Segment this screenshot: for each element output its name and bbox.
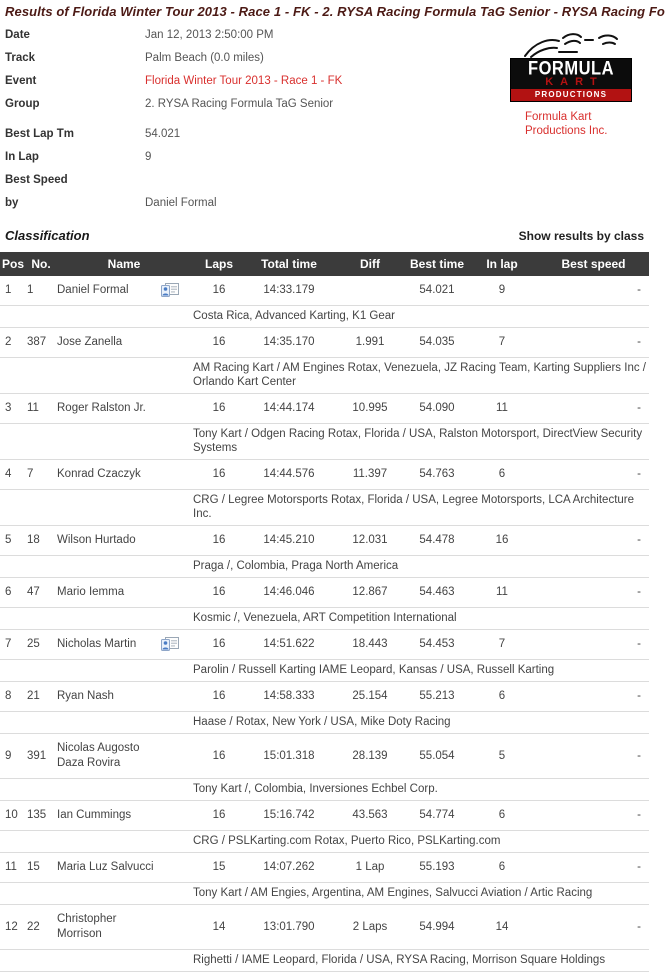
team-row [0, 306, 649, 328]
kart-number-cell: 135 [26, 801, 56, 831]
icon-cell [160, 682, 192, 712]
table-header-row [0, 252, 649, 276]
best-time-cell: 54.478 [408, 526, 466, 556]
table-row [0, 328, 649, 358]
best-time-cell: 55.213 [408, 682, 466, 712]
team-row-spacer [0, 831, 192, 853]
best-speed-cell: - [538, 801, 649, 831]
total-time-cell: 14:58.333 [246, 682, 332, 712]
table-row [0, 853, 649, 883]
table-row [0, 801, 649, 831]
table-row [0, 460, 649, 490]
best-time-cell: 54.763 [408, 460, 466, 490]
best-speed-cell: - [538, 734, 649, 779]
best-time-cell: 54.994 [408, 905, 466, 950]
driver-name: Mario Iemma [56, 578, 160, 608]
diff-cell: 11.397 [332, 460, 408, 490]
total-time-cell: 14:33.179 [246, 276, 332, 306]
best-time-cell: 54.090 [408, 394, 466, 424]
laps-cell: 15 [192, 853, 246, 883]
icon-cell [160, 630, 192, 660]
icon-cell [160, 801, 192, 831]
position-cell: 7 [0, 630, 26, 660]
header-pos: Pos [0, 252, 26, 276]
best-speed-cell: - [538, 460, 649, 490]
icon-cell [160, 734, 192, 779]
diff-cell: 12.031 [332, 526, 408, 556]
in-lap-cell: 6 [466, 801, 538, 831]
driver-name: Konrad Czaczyk [56, 460, 160, 490]
best-speed-cell: - [538, 526, 649, 556]
driver-profile-icon[interactable] [161, 637, 179, 651]
in-lap-cell: 9 [466, 276, 538, 306]
team-info: Costa Rica, Advanced Karting, K1 Gear [192, 306, 649, 328]
driver-name: Jose Zanella [56, 328, 160, 358]
diff-cell [332, 276, 408, 306]
position-cell: 9 [0, 734, 26, 779]
total-time-cell: 14:07.262 [246, 853, 332, 883]
best-time-cell: 54.463 [408, 578, 466, 608]
team-row-spacer [0, 883, 192, 905]
icon-cell [160, 578, 192, 608]
icon-cell [160, 853, 192, 883]
diff-cell: 1.991 [332, 328, 408, 358]
team-info: CRG / PSLKarting.com Rotax, Puerto Rico, PSLKarting.com [192, 831, 649, 853]
date-label: Date [5, 29, 30, 41]
header-laps: Laps [192, 252, 246, 276]
kart-number-cell: 15 [26, 853, 56, 883]
group-label: Group [5, 98, 40, 110]
team-row [0, 712, 649, 734]
team-info: Haase / Rotax, New York / USA, Mike Doty Racing [192, 712, 649, 734]
team-row [0, 883, 649, 905]
diff-cell: 10.995 [332, 394, 408, 424]
logo-productions-text: PRODUCTIONS [511, 89, 631, 101]
team-row [0, 556, 649, 578]
formula-kart-logo[interactable] [507, 32, 635, 138]
team-info: Tony Kart / Odgen Racing Rotax, Florida / USA, Ralston Motorsport, DirectView Security Systems [192, 424, 649, 460]
header-best-time: Best time [408, 252, 466, 276]
best-time-cell: 54.774 [408, 801, 466, 831]
best-speed-cell: - [538, 682, 649, 712]
total-time-cell: 14:35.170 [246, 328, 332, 358]
team-row-spacer [0, 358, 192, 394]
position-cell: 12 [0, 905, 26, 950]
in-lap-cell: 6 [466, 460, 538, 490]
team-row [0, 831, 649, 853]
team-info: Righetti / IAME Leopard, Florida / USA, RYSA Racing, Morrison Square Holdings [192, 950, 649, 972]
table-row [0, 734, 649, 779]
driver-name: Nicholas Martin [56, 630, 160, 660]
position-cell: 1 [0, 276, 26, 306]
event-info [5, 28, 365, 112]
formula-kart-logo-box [510, 58, 632, 102]
diff-cell: 28.139 [332, 734, 408, 779]
classification-bar [5, 228, 644, 243]
total-time-cell: 15:16.742 [246, 801, 332, 831]
best-speed-cell: - [538, 394, 649, 424]
laps-cell: 14 [192, 905, 246, 950]
driver-profile-icon[interactable] [161, 283, 179, 297]
header-no: No. [26, 252, 56, 276]
table-row [0, 578, 649, 608]
team-row [0, 424, 649, 460]
best-time-cell: 55.054 [408, 734, 466, 779]
classification-heading: Classification [5, 228, 90, 243]
page-title: Results of Florida Winter Tour 2013 - Race 1 - FK - 2. RYSA Racing Formula TaG Senior - RYSA Racing Fo [5, 4, 665, 19]
total-time-cell: 14:45.210 [246, 526, 332, 556]
event-label: Event [5, 75, 37, 87]
header-diff: Diff [332, 252, 408, 276]
total-time-cell: 15:01.318 [246, 734, 332, 779]
icon-cell [160, 328, 192, 358]
diff-cell: 1 Lap [332, 853, 408, 883]
table-row [0, 630, 649, 660]
laps-cell: 16 [192, 394, 246, 424]
team-info: Tony Kart /, Colombia, Inversiones Echbel Corp. [192, 779, 649, 801]
team-row [0, 490, 649, 526]
team-row [0, 660, 649, 682]
position-cell: 6 [0, 578, 26, 608]
track-value: Palm Beach (0.0 miles) [145, 52, 264, 64]
in-lap-label: In Lap [5, 151, 39, 163]
team-row-spacer [0, 950, 192, 972]
team-row-spacer [0, 712, 192, 734]
table-row [0, 276, 649, 306]
diff-cell: 18.443 [332, 630, 408, 660]
date-value: Jan 12, 2013 2:50:00 PM [145, 29, 274, 41]
header-name: Name [56, 252, 192, 276]
results-table-body [0, 276, 649, 972]
in-lap-cell: 14 [466, 905, 538, 950]
in-lap-cell: 6 [466, 853, 538, 883]
best-speed-cell: - [538, 276, 649, 306]
team-row-spacer [0, 306, 192, 328]
best-time-cell: 55.193 [408, 853, 466, 883]
team-info: Kosmic /, Venezuela, ART Competition International [192, 608, 649, 630]
position-cell: 8 [0, 682, 26, 712]
in-lap-cell: 11 [466, 394, 538, 424]
show-results-by-class-link[interactable]: Show results by class [518, 229, 644, 243]
team-info: AM Racing Kart / AM Engines Rotax, Venezuela, JZ Racing Team, Karting Suppliers Inc / Orlando Kart Center [192, 358, 649, 394]
laps-cell: 16 [192, 276, 246, 306]
by-label: by [5, 197, 19, 209]
laps-cell: 16 [192, 328, 246, 358]
position-cell: 3 [0, 394, 26, 424]
total-time-cell: 14:44.576 [246, 460, 332, 490]
in-lap-cell: 7 [466, 630, 538, 660]
header-total-time: Total time [246, 252, 332, 276]
team-row-spacer [0, 490, 192, 526]
driver-name: Christopher Morrison [56, 905, 160, 950]
formula-kart-link[interactable]: Formula Kart Productions Inc. [525, 111, 608, 137]
in-lap-cell: 6 [466, 682, 538, 712]
best-speed-cell: - [538, 328, 649, 358]
driver-name: Wilson Hurtado [56, 526, 160, 556]
header-best-speed: Best speed [538, 252, 649, 276]
driver-name: Ian Cummings [56, 801, 160, 831]
team-row [0, 779, 649, 801]
best-time-cell: 54.035 [408, 328, 466, 358]
driver-name: Daniel Formal [56, 276, 160, 306]
table-row [0, 394, 649, 424]
results-page [0, 4, 665, 967]
team-info: Tony Kart / AM Engies, Argentina, AM Engines, Salvucci Aviation / Artic Racing [192, 883, 649, 905]
track-label: Track [5, 52, 36, 64]
icon-cell [160, 276, 192, 306]
best-speed-cell: - [538, 630, 649, 660]
best-speed-value [145, 173, 365, 188]
position-cell: 4 [0, 460, 26, 490]
kart-number-cell: 11 [26, 394, 56, 424]
laps-cell: 16 [192, 526, 246, 556]
kart-number-cell: 25 [26, 630, 56, 660]
icon-cell [160, 394, 192, 424]
icon-cell [160, 905, 192, 950]
diff-cell: 12.867 [332, 578, 408, 608]
logo-formula-text: FORMULA [528, 58, 614, 80]
team-row-spacer [0, 608, 192, 630]
team-row-spacer [0, 779, 192, 801]
position-cell: 10 [0, 801, 26, 831]
in-lap-cell: 11 [466, 578, 538, 608]
table-row [0, 526, 649, 556]
total-time-cell: 13:01.790 [246, 905, 332, 950]
laps-cell: 16 [192, 801, 246, 831]
best-speed-cell: - [538, 578, 649, 608]
diff-cell: 43.563 [332, 801, 408, 831]
laps-cell: 16 [192, 460, 246, 490]
best-lap-tm-label: Best Lap Tm [5, 128, 75, 140]
kart-number-cell: 1 [26, 276, 56, 306]
group-value: 2. RYSA Racing Formula TaG Senior [145, 98, 334, 110]
in-lap-cell: 7 [466, 328, 538, 358]
kart-number-cell: 22 [26, 905, 56, 950]
header-in-lap: In lap [466, 252, 538, 276]
by-value: Daniel Formal [145, 197, 217, 209]
team-row-spacer [0, 424, 192, 460]
laps-cell: 16 [192, 682, 246, 712]
team-info: CRG / Legree Motorsports Rotax, Florida / USA, Legree Motorsports, LCA Architecture Inc. [192, 490, 649, 526]
best-lap-info [5, 127, 365, 211]
in-lap-value: 9 [145, 151, 152, 163]
table-row [0, 682, 649, 712]
team-row [0, 608, 649, 630]
best-speed-cell: - [538, 853, 649, 883]
kart-number-cell: 21 [26, 682, 56, 712]
position-cell: 11 [0, 853, 26, 883]
total-time-cell: 14:51.622 [246, 630, 332, 660]
laps-cell: 16 [192, 578, 246, 608]
best-speed-label: Best Speed [5, 174, 68, 186]
laps-cell: 16 [192, 734, 246, 779]
team-info: Parolin / Russell Karting IAME Leopard, Kansas / USA, Russell Karting [192, 660, 649, 682]
kart-number-cell: 47 [26, 578, 56, 608]
icon-cell [160, 526, 192, 556]
best-time-cell: 54.021 [408, 276, 466, 306]
team-row-spacer [0, 556, 192, 578]
driver-name: Nicolas Augosto Daza Rovira [56, 734, 160, 779]
laps-cell: 16 [192, 630, 246, 660]
total-time-cell: 14:44.174 [246, 394, 332, 424]
best-time-cell: 54.453 [408, 630, 466, 660]
team-row [0, 950, 649, 972]
team-row [0, 358, 649, 394]
event-link[interactable]: Florida Winter Tour 2013 - Race 1 - FK [145, 75, 343, 87]
driver-name: Roger Ralston Jr. [56, 394, 160, 424]
results-table [0, 252, 649, 972]
total-time-cell: 14:46.046 [246, 578, 332, 608]
icon-cell [160, 460, 192, 490]
position-cell: 5 [0, 526, 26, 556]
driver-name: Ryan Nash [56, 682, 160, 712]
best-speed-cell: - [538, 905, 649, 950]
position-cell: 2 [0, 328, 26, 358]
kart-number-cell: 7 [26, 460, 56, 490]
diff-cell: 25.154 [332, 682, 408, 712]
driver-name: Maria Luz Salvucci [56, 853, 160, 883]
in-lap-cell: 16 [466, 526, 538, 556]
kart-number-cell: 18 [26, 526, 56, 556]
kart-number-cell: 391 [26, 734, 56, 779]
best-lap-tm-value: 54.021 [145, 128, 181, 140]
team-info: Praga /, Colombia, Praga North America [192, 556, 649, 578]
diff-cell: 2 Laps [332, 905, 408, 950]
in-lap-cell: 5 [466, 734, 538, 779]
table-row [0, 905, 649, 950]
kart-number-cell: 387 [26, 328, 56, 358]
team-row-spacer [0, 660, 192, 682]
kart-sketch-icon [519, 32, 623, 60]
logo-kart-text: KART [545, 76, 604, 88]
